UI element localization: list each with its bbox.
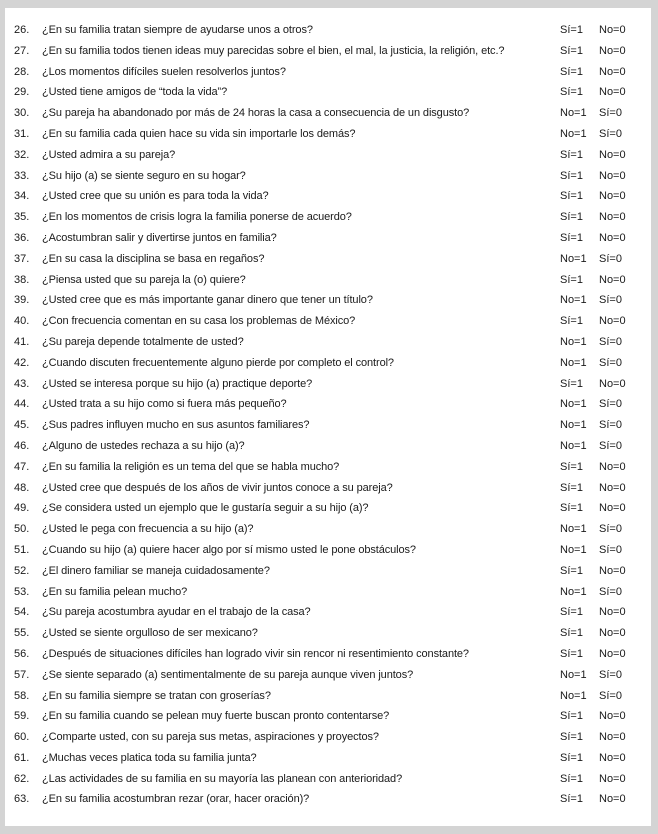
question-row [5,436,651,457]
question-row [5,561,651,582]
question-text: ¿Sus padres influyen mucho en sus asuntos familiares? [42,419,310,432]
question-number: 39. [14,294,30,307]
answer-option-first: Sí=1 [560,710,583,723]
question-number: 46. [14,439,30,452]
answer-option-first: Sí=1 [560,460,583,473]
question-text: ¿Alguno de ustedes rechaza a su hijo (a)? [42,439,245,452]
answer-option-first: No=1 [560,127,587,140]
question-text: ¿Usted cree que es más importante ganar dinero que tener un título? [42,294,373,307]
question-number: 26. [14,24,30,36]
question-text: ¿Con frecuencia comentan en su casa los problemas de México? [42,315,356,328]
question-number: 56. [14,647,30,660]
question-row [5,311,651,332]
answer-option-first: No=1 [560,668,587,681]
question-row [5,644,651,665]
answer-option-second: No=0 [599,793,626,806]
question-text: ¿Después de situaciones difíciles han logrado vivir sin rencor ni resentimiento constante? [42,647,469,660]
question-text: ¿En su familia cuando se pelean muy fuerte buscan pronto contentarse? [42,710,390,723]
answer-option-second: Sí=0 [599,668,622,681]
answer-option-second: No=0 [599,772,626,785]
question-text: ¿Usted cree que después de los años de vivir juntos conoce a su pareja? [42,481,393,494]
answer-option-first: Sí=1 [560,273,583,286]
question-row [5,103,651,124]
question-text: ¿En los momentos de crisis logra la familia ponerse de acuerdo? [42,211,352,224]
question-row [5,353,651,374]
question-number: 59. [14,710,30,723]
question-number: 29. [14,86,30,99]
question-text: ¿Se siente separado (a) sentimentalmente de su pareja aunque viven juntos? [42,668,414,681]
answer-option-second: Sí=0 [599,543,622,556]
answer-option-first: No=1 [560,107,587,120]
question-number: 54. [14,606,30,619]
answer-option-first: Sí=1 [560,148,583,161]
question-number: 50. [14,523,30,536]
question-number: 48. [14,481,30,494]
question-text: ¿Usted cree que su unión es para toda la vida? [42,190,269,203]
question-row [5,789,651,810]
answer-option-first: Sí=1 [560,772,583,785]
question-number: 43. [14,377,30,390]
question-text: ¿En su familia la religión es un tema del que se habla mucho? [42,460,340,473]
question-row [5,706,651,727]
answer-option-first: Sí=1 [560,169,583,182]
question-number: 44. [14,398,30,411]
answer-option-second: No=0 [599,273,626,286]
answer-option-first: Sí=1 [560,502,583,515]
answer-option-second: Sí=0 [599,335,622,348]
question-text: ¿Usted se interesa porque su hijo (a) practique deporte? [42,377,313,390]
answer-option-second: No=0 [599,606,626,619]
question-row [5,478,651,499]
answer-option-second: No=0 [599,647,626,660]
answer-option-second: Sí=0 [599,127,622,140]
question-row [5,145,651,166]
question-text: ¿Las actividades de su familia en su mayoría las planean con anterioridad? [42,772,403,785]
answer-option-second: Sí=0 [599,439,622,452]
question-row [5,62,651,83]
question-number: 30. [14,107,30,120]
answer-option-second: No=0 [599,231,626,244]
answer-option-second: No=0 [599,460,626,473]
question-number: 37. [14,252,30,265]
question-row [5,270,651,291]
answer-option-second: No=0 [599,190,626,203]
answer-option-first: Sí=1 [560,751,583,764]
question-row [5,727,651,748]
question-number: 45. [14,419,30,432]
question-row [5,457,651,478]
answer-option-second: Sí=0 [599,689,622,702]
question-text: ¿Comparte usted, con su pareja sus metas, aspiraciones y proyectos? [42,731,379,744]
question-text: ¿Piensa usted que su pareja la (o) quiere? [42,273,246,286]
question-row [5,582,651,603]
answer-option-second: No=0 [599,211,626,224]
question-text: ¿Muchas veces platica toda su familia junta? [42,751,257,764]
question-row [5,686,651,707]
question-row [5,124,651,145]
answer-option-first: Sí=1 [560,647,583,660]
answer-option-second: No=0 [599,710,626,723]
answer-option-first: No=1 [560,398,587,411]
question-text: ¿Usted le pega con frecuencia a su hijo (a)? [42,523,254,536]
question-text: ¿En su familia siempre se tratan con groserías? [42,689,271,702]
question-text: ¿El dinero familiar se maneja cuidadosamente? [42,564,270,577]
question-text: ¿En su familia pelean mucho? [42,585,188,598]
answer-option-second: No=0 [599,502,626,515]
answer-option-first: Sí=1 [560,231,583,244]
question-row [5,665,651,686]
answer-option-second: No=0 [599,731,626,744]
question-text: ¿En su familia acostumbran rezar (orar, hacer oración)? [42,793,310,806]
answer-option-second: No=0 [599,169,626,182]
question-row [5,290,651,311]
question-list [5,20,651,810]
answer-option-second: No=0 [599,481,626,494]
answer-option-first: Sí=1 [560,24,583,36]
question-row [5,519,651,540]
answer-option-first: Sí=1 [560,190,583,203]
question-number: 35. [14,211,30,224]
answer-option-second: Sí=0 [599,419,622,432]
answer-option-second: No=0 [599,86,626,99]
answer-option-second: No=0 [599,315,626,328]
answer-option-first: Sí=1 [560,86,583,99]
question-row [5,228,651,249]
answer-option-second: No=0 [599,65,626,78]
question-text: ¿Su pareja depende totalmente de usted? [42,335,244,348]
question-number: 27. [14,44,30,57]
question-number: 60. [14,731,30,744]
answer-option-second: Sí=0 [599,585,622,598]
question-row [5,374,651,395]
question-number: 52. [14,564,30,577]
answer-option-second: Sí=0 [599,294,622,307]
question-text: ¿Usted tiene amigos de “toda la vida”? [42,86,228,99]
answer-option-second: No=0 [599,148,626,161]
question-number: 58. [14,689,30,702]
answer-option-second: Sí=0 [599,252,622,265]
question-row [5,623,651,644]
answer-option-first: Sí=1 [560,65,583,78]
answer-option-first: No=1 [560,439,587,452]
answer-option-first: Sí=1 [560,564,583,577]
answer-option-first: Sí=1 [560,793,583,806]
question-text: ¿En su familia todos tienen ideas muy parecidas sobre el bien, el mal, la justicia, la religión, etc.? [42,44,505,57]
question-text: ¿Usted admira a su pareja? [42,148,176,161]
question-row [5,748,651,769]
answer-option-first: No=1 [560,294,587,307]
question-text: ¿Acostumbran salir y divertirse juntos en familia? [42,231,277,244]
answer-option-first: No=1 [560,585,587,598]
answer-option-first: Sí=1 [560,315,583,328]
answer-option-first: No=1 [560,252,587,265]
question-text: ¿Usted trata a su hijo como si fuera más pequeño? [42,398,287,411]
question-row [5,41,651,62]
answer-option-second: Sí=0 [599,107,622,120]
question-row [5,540,651,561]
question-text: ¿Cuando su hijo (a) quiere hacer algo por sí mismo usted le pone obstáculos? [42,543,416,556]
question-number: 49. [14,502,30,515]
answer-option-first: Sí=1 [560,211,583,224]
question-row [5,20,651,41]
question-text: ¿Usted se siente orgulloso de ser mexicano? [42,627,258,640]
answer-option-first: No=1 [560,356,587,369]
question-text: ¿En su familia tratan siempre de ayudarse unos a otros? [42,24,313,36]
question-text: ¿Cuando discuten frecuentemente alguno pierde por completo el control? [42,356,394,369]
answer-option-second: No=0 [599,24,626,36]
question-number: 36. [14,231,30,244]
answer-option-first: Sí=1 [560,44,583,57]
answer-option-second: Sí=0 [599,398,622,411]
question-number: 61. [14,751,30,764]
question-row [5,249,651,270]
question-number: 32. [14,148,30,161]
question-text: ¿Su pareja ha abandonado por más de 24 horas la casa a consecuencia de un disgusto? [42,107,470,120]
question-number: 40. [14,315,30,328]
question-row [5,332,651,353]
answer-option-first: Sí=1 [560,377,583,390]
question-text: ¿Los momentos difíciles suelen resolverlos juntos? [42,65,286,78]
question-number: 63. [14,793,30,806]
question-number: 31. [14,127,30,140]
question-row [5,82,651,103]
answer-option-first: No=1 [560,335,587,348]
question-text: ¿Se considera usted un ejemplo que le gustaría seguir a su hijo (a)? [42,502,369,515]
question-text: ¿Su pareja acostumbra ayudar en el trabajo de la casa? [42,606,311,619]
question-number: 55. [14,627,30,640]
answer-option-first: Sí=1 [560,481,583,494]
question-number: 62. [14,772,30,785]
answer-option-second: No=0 [599,564,626,577]
answer-option-second: No=0 [599,44,626,57]
answer-option-second: No=0 [599,751,626,764]
question-row [5,394,651,415]
question-row [5,498,651,519]
question-number: 41. [14,335,30,348]
answer-option-first: No=1 [560,523,587,536]
question-number: 47. [14,460,30,473]
question-number: 57. [14,668,30,681]
answer-option-first: No=1 [560,419,587,432]
question-row [5,186,651,207]
question-number: 33. [14,169,30,182]
question-row [5,769,651,790]
answer-option-first: Sí=1 [560,606,583,619]
question-number: 34. [14,190,30,203]
answer-option-first: Sí=1 [560,731,583,744]
question-row [5,415,651,436]
question-number: 38. [14,273,30,286]
question-text: ¿En su casa la disciplina se basa en regaños? [42,252,265,265]
answer-option-first: No=1 [560,689,587,702]
question-text: ¿Su hijo (a) se siente seguro en su hogar? [42,169,246,182]
question-number: 42. [14,356,30,369]
questionnaire-card [5,8,651,826]
question-number: 51. [14,543,30,556]
question-row [5,166,651,187]
answer-option-second: Sí=0 [599,356,622,369]
answer-option-second: Sí=0 [599,523,622,536]
question-number: 28. [14,65,30,78]
answer-option-first: No=1 [560,543,587,556]
answer-option-first: Sí=1 [560,627,583,640]
question-text: ¿En su familia cada quien hace su vida sin importarle los demás? [42,127,356,140]
question-row [5,207,651,228]
question-number: 53. [14,585,30,598]
answer-option-second: No=0 [599,627,626,640]
question-row [5,602,651,623]
answer-option-second: No=0 [599,377,626,390]
